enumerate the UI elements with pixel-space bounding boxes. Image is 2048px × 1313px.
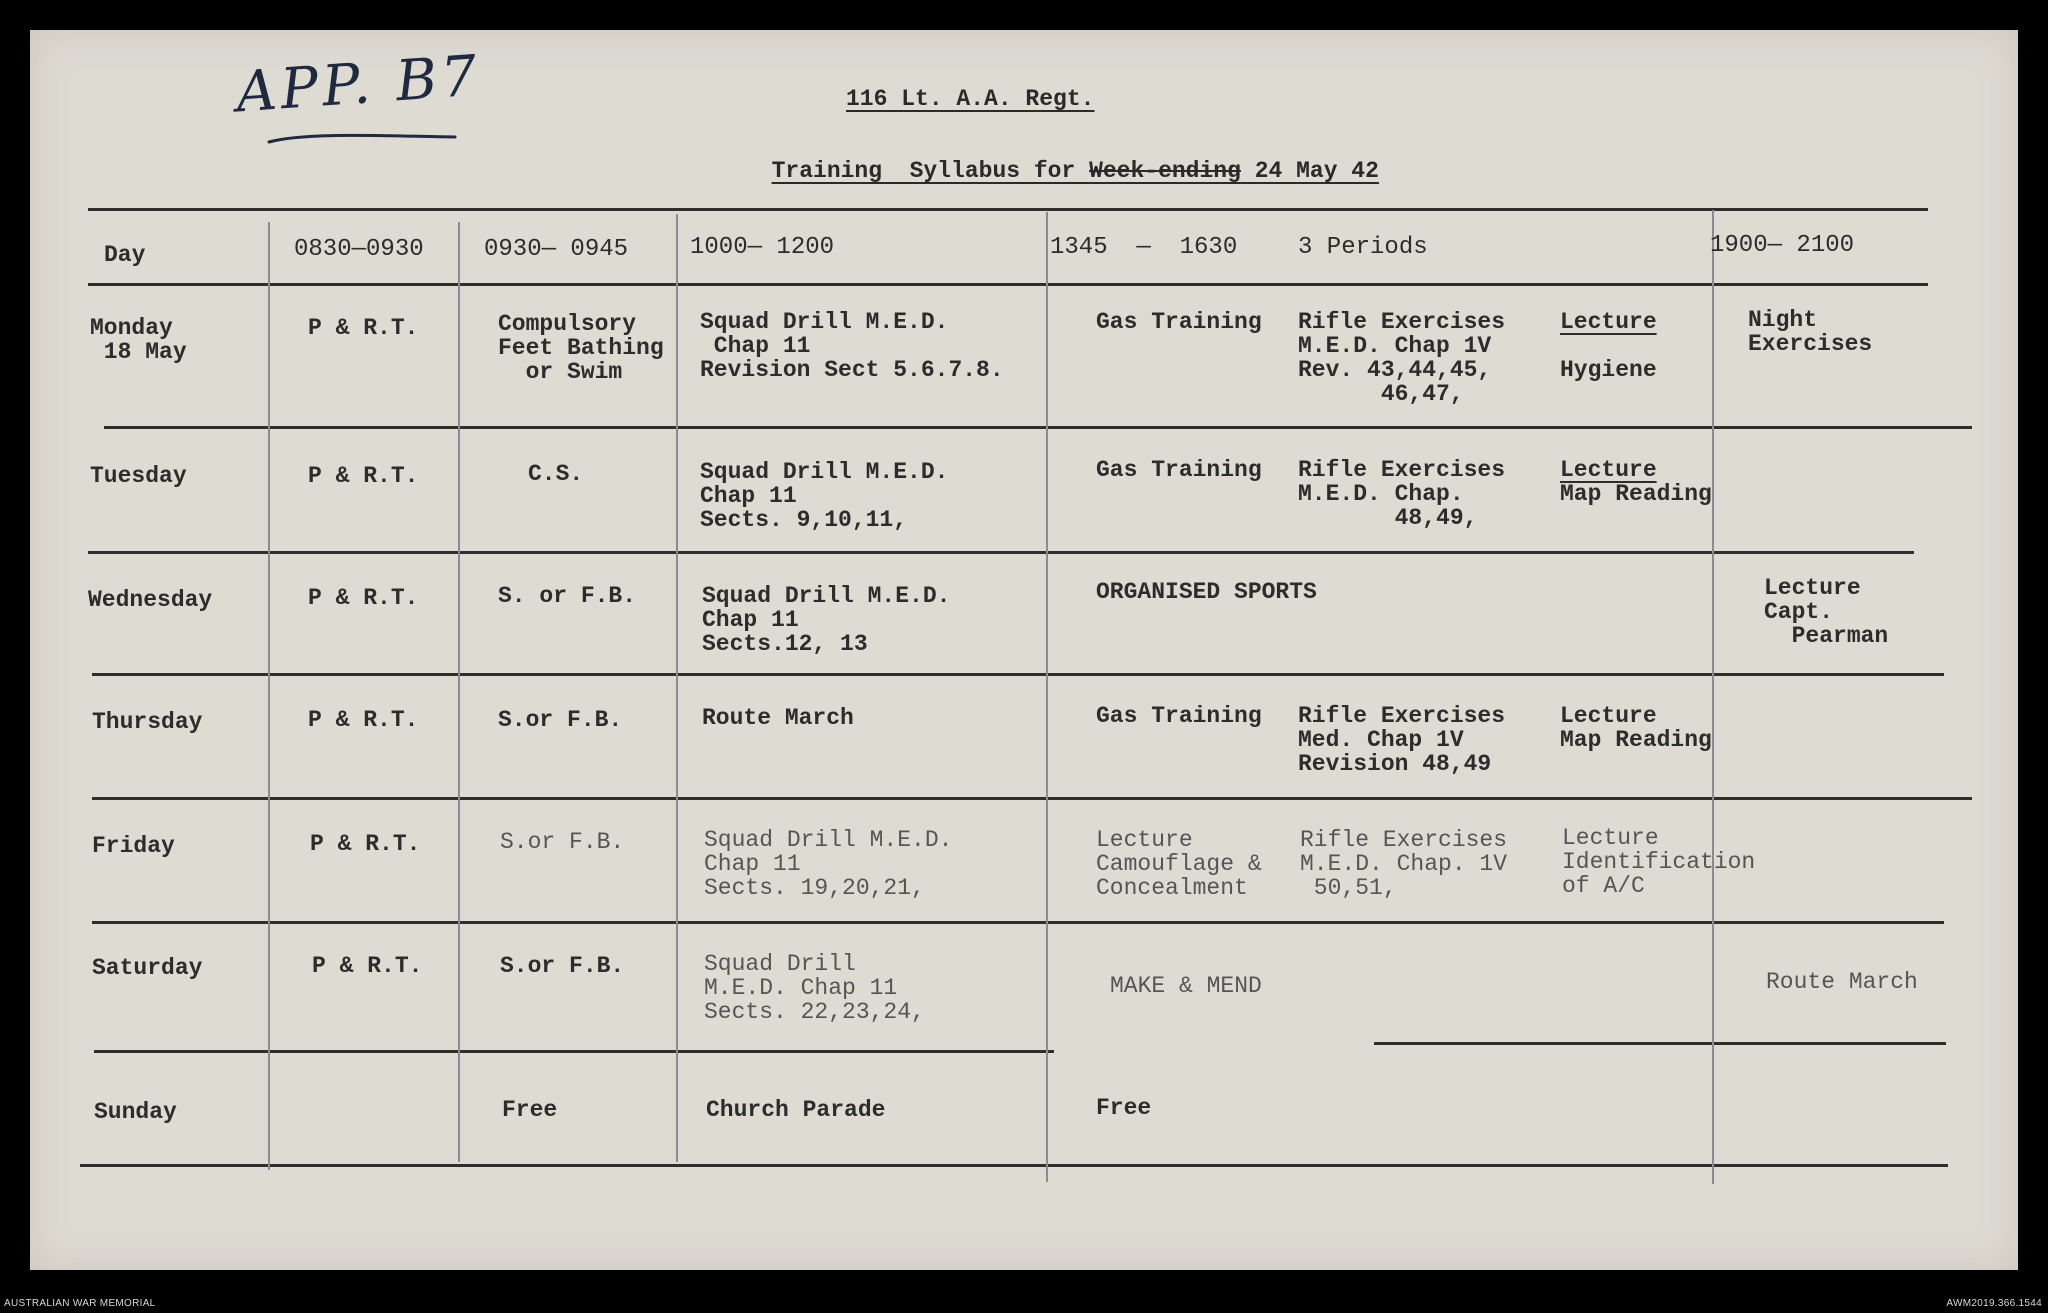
table-bottom-rule: [80, 1164, 1948, 1167]
row-rule-saturday-left: [94, 1050, 1054, 1053]
title-struck-text: Week-ending: [1089, 158, 1241, 184]
row-rule-monday: [104, 426, 1972, 429]
day-sunday: Sunday: [94, 1099, 177, 1125]
friday-pt: P & R.T.: [310, 831, 421, 857]
column-divider-2: [458, 222, 460, 1162]
column-header-1000: 1000— 1200: [690, 234, 835, 261]
tuesday-pt: P & R.T.: [308, 463, 419, 489]
thursday-1000: Route March: [702, 705, 854, 731]
footer-accession: AWM2019.366.1544: [1946, 1298, 2042, 1309]
row-rule-tuesday: [88, 551, 1914, 554]
document-page: [30, 30, 2018, 1270]
tuesday-map-reading: Map Reading: [1560, 481, 1712, 507]
column-header-day: Day: [104, 242, 146, 268]
day-saturday: Saturday: [92, 955, 203, 981]
monday-1000: Squad Drill M.E.D. Chap 11 Revision Sect 5.6.7.8.: [700, 309, 1004, 383]
unit-title: 116 Lt. A.A. Regt.: [846, 86, 1095, 112]
row-rule-thursday: [92, 797, 1972, 800]
wednesday-pt: P & R.T.: [308, 585, 419, 611]
syllabus-title: [744, 132, 1379, 184]
thursday-gas: Gas Training: [1096, 703, 1262, 729]
column-header-0830: 0830—0930: [294, 236, 424, 263]
day-tuesday: Tuesday: [90, 463, 187, 489]
title-prefix: Training Syllabus for: [771, 158, 1090, 184]
tuesday-rifle: Rifle Exercises M.E.D. Chap. 48,49,: [1298, 457, 1506, 531]
day-monday: Monday 18 May: [90, 315, 187, 365]
day-thursday: Thursday: [92, 709, 203, 735]
column-header-0930: 0930— 0945: [484, 236, 629, 263]
sunday-0930: Free: [502, 1097, 558, 1123]
monday-hygiene: Hygiene: [1560, 357, 1657, 383]
saturday-pt: P & R.T.: [312, 953, 423, 979]
saturday-make-mend: MAKE & MEND: [1110, 973, 1262, 999]
column-divider-5: [1712, 210, 1714, 1184]
monday-gas: Gas Training: [1096, 309, 1262, 335]
monday-pt: P & R.T.: [308, 315, 419, 341]
row-rule-wednesday: [92, 673, 1944, 676]
monday-evening: Night Exercises: [1748, 307, 1873, 357]
tuesday-gas: Gas Training: [1096, 457, 1262, 483]
sunday-afternoon: Free: [1096, 1095, 1152, 1121]
day-wednesday: Wednesday: [88, 587, 213, 613]
thursday-0930: S.or F.B.: [498, 707, 623, 733]
tuesday-0930: C.S.: [528, 461, 584, 487]
saturday-0930: S.or F.B.: [500, 953, 625, 979]
friday-lecture-camouflage: Lecture Camouflage & Concealment: [1096, 827, 1262, 901]
wednesday-1000: Squad Drill M.E.D. Chap 11 Sects.12, 13: [702, 583, 951, 657]
thursday-rifle: Rifle Exercises Med. Chap 1V Revision 48,49: [1298, 703, 1506, 777]
tuesday-1000: Squad Drill M.E.D. Chap 11 Sects. 9,10,11,: [700, 459, 949, 533]
header-bottom-rule: [88, 283, 1928, 286]
tuesday-lecture: Lecture: [1560, 457, 1657, 483]
day-friday: Friday: [92, 833, 175, 859]
monday-0930: Compulsory Feet Bathing or Swim: [498, 311, 664, 385]
handwritten-underline: [265, 128, 465, 150]
saturday-1000: Squad Drill M.E.D. Chap 11 Sects. 22,23,24,: [704, 951, 925, 1025]
monday-lecture: Lecture: [1560, 309, 1657, 335]
saturday-evening: Route March: [1766, 969, 1918, 995]
wednesday-evening: Lecture Capt. Pearman: [1764, 575, 1889, 649]
column-header-periods: 3 Periods: [1298, 234, 1428, 261]
row-rule-saturday-right: [1374, 1042, 1946, 1045]
monday-rifle: Rifle Exercises M.E.D. Chap 1V Rev. 43,44,45, 46,47,: [1298, 309, 1506, 407]
footer-source: AUSTRALIAN WAR MEMORIAL: [4, 1298, 156, 1309]
friday-1000: Squad Drill M.E.D. Chap 11 Sects. 19,20,21,: [704, 827, 953, 901]
table-top-rule: [88, 208, 1928, 211]
column-header-1345: 1345 — 1630: [1050, 234, 1238, 261]
thursday-lecture: Lecture Map Reading: [1560, 703, 1712, 753]
friday-0930: S.or F.B.: [500, 829, 625, 855]
column-divider-1: [268, 222, 270, 1170]
row-rule-friday: [92, 921, 1944, 924]
wednesday-0930: S. or F.B.: [498, 583, 637, 609]
wednesday-sports: ORGANISED SPORTS: [1096, 579, 1317, 605]
friday-rifle: Rifle Exercises M.E.D. Chap. 1V 50,51,: [1300, 827, 1508, 901]
column-header-1900: 1900— 2100: [1710, 232, 1855, 259]
column-divider-4: [1046, 212, 1048, 1182]
friday-lecture-identification: Lecture Identification of A/C: [1562, 825, 1756, 899]
sunday-1000: Church Parade: [706, 1097, 886, 1123]
title-suffix: 24 May 42: [1240, 158, 1379, 184]
column-divider-3: [676, 214, 678, 1162]
handwritten-annotation: APP. B7: [234, 43, 483, 126]
thursday-pt: P & R.T.: [308, 707, 419, 733]
